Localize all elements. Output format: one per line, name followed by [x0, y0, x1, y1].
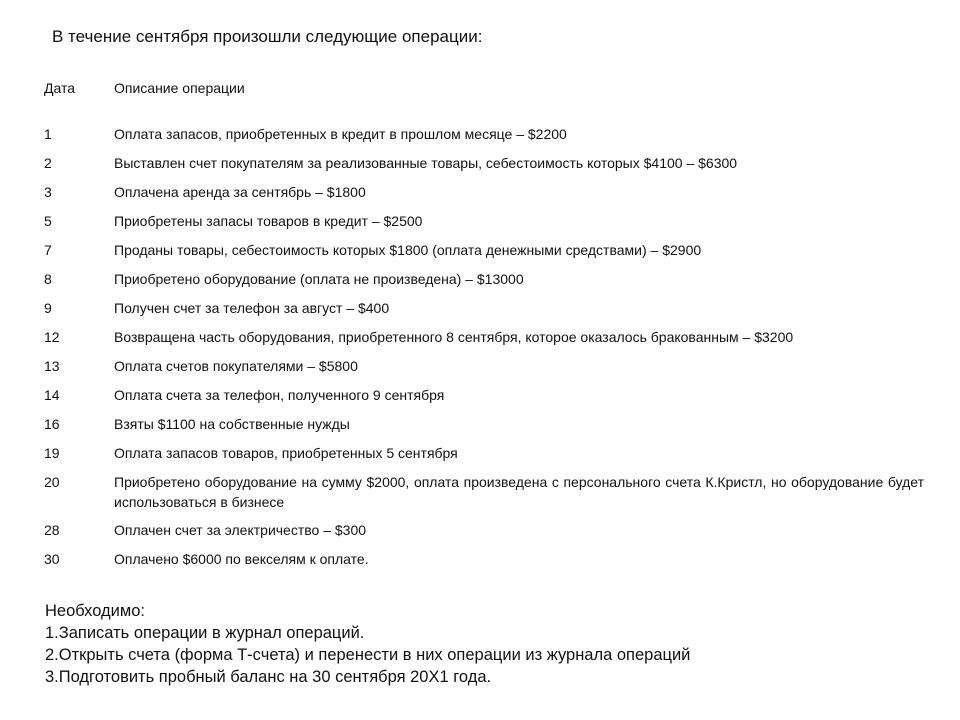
row-description: Приобретено оборудование (оплата не произведена) – $13000 [114, 271, 524, 287]
task-item-1: 1.Записать операции в журнал операций. [45, 624, 365, 642]
row-date: 19 [44, 445, 60, 461]
table-row [44, 327, 924, 356]
row-description: Оплачен счет за электричество – $300 [114, 522, 367, 538]
table-row [44, 356, 924, 385]
table-row [44, 385, 924, 414]
row-description: Оплачено $6000 по векселям к оплате. [114, 551, 369, 567]
page-title: В течение сентября произошли следующие операции: [52, 27, 483, 46]
row-date: 7 [44, 242, 52, 258]
row-date: 9 [44, 300, 52, 316]
row-date: 3 [44, 184, 52, 200]
row-description: Выставлен счет покупателям за реализованные товары, себестоимость которых $4100 – $6300 [114, 155, 738, 171]
row-description: Получен счет за телефон за август – $400 [114, 300, 390, 316]
row-description: Приобретены запасы товаров в кредит – $2500 [114, 213, 423, 229]
row-description: Оплата счета за телефон, полученного 9 сентября [114, 387, 445, 403]
tasks-section [45, 600, 690, 688]
row-description: Возвращена часть оборудования, приобретенного 8 сентября, которое оказалось бракованным – $3200 [114, 329, 794, 345]
row-date: 1 [44, 126, 52, 142]
row-date: 2 [44, 155, 52, 171]
table-row [44, 549, 924, 578]
row-date: 12 [44, 329, 60, 345]
table-row [44, 269, 924, 298]
header-date: Дата [44, 80, 76, 96]
row-description: Оплата запасов товаров, приобретенных 5 сентября [114, 445, 458, 461]
row-date: 5 [44, 213, 52, 229]
table-row [44, 414, 924, 443]
table-row [44, 240, 924, 269]
row-date: 16 [44, 416, 60, 432]
table-row [44, 153, 924, 182]
header-description: Описание операции [114, 80, 245, 96]
row-description: Оплата запасов, приобретенных в кредит в прошлом месяце – $2200 [114, 126, 567, 142]
row-date: 8 [44, 271, 52, 287]
row-description: Оплачена аренда за сентябрь – $1800 [114, 184, 366, 200]
task-item-3: 3.Подготовить пробный баланс на 30 сентября 20Х1 года. [45, 668, 492, 686]
table-header [44, 78, 924, 124]
row-date: 14 [44, 387, 60, 403]
row-description: Проданы товары, себестоимость которых $1800 (оплата денежными средствами) – $2900 [114, 242, 702, 258]
task-item-2: 2.Открыть счета (форма Т-счета) и перенести в них операции из журнала операций [45, 646, 691, 664]
row-description: Взяты $1100 на собственные нужды [114, 416, 350, 432]
table-row [44, 443, 924, 472]
table-row [44, 520, 924, 549]
table-row [44, 124, 924, 153]
row-date: 13 [44, 358, 60, 374]
table-row [44, 472, 924, 520]
operations-table [44, 78, 924, 578]
table-row [44, 298, 924, 327]
row-description: Приобретено оборудование на сумму $2000, оплата произведена с персонального счета К.Кристл, но оборудование будет использоваться в бизнесе [114, 474, 924, 510]
row-date: 30 [44, 551, 60, 567]
tasks-heading: Необходимо: [45, 602, 145, 620]
row-date: 28 [44, 522, 60, 538]
row-description: Оплата счетов покупателями – $5800 [114, 358, 358, 374]
table-row [44, 211, 924, 240]
row-date: 20 [44, 474, 60, 490]
table-row [44, 182, 924, 211]
table-body [44, 124, 924, 578]
